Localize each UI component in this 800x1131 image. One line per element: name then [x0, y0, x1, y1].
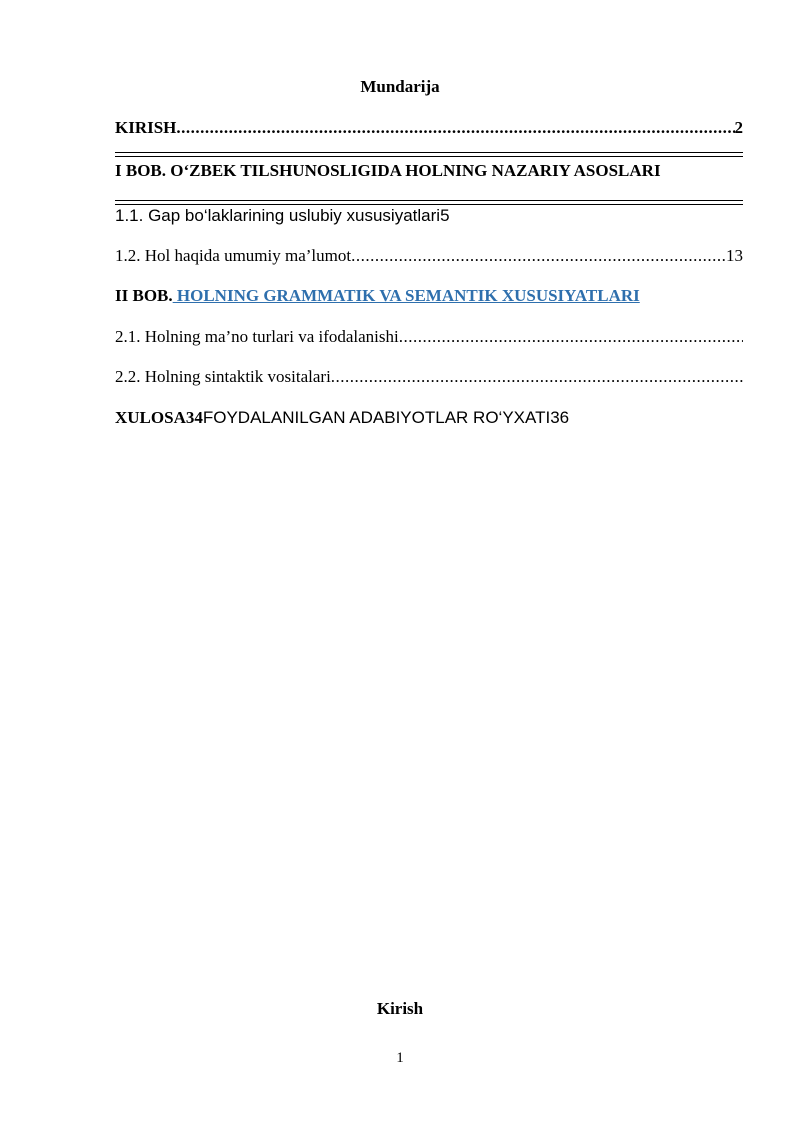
xulosa-label: XULOSA	[115, 408, 186, 427]
toc-entry-bob2[interactable]	[115, 285, 743, 307]
toc-entry-kirish[interactable]	[115, 117, 743, 139]
toc-entry-bob1[interactable]: I BOB. O‘ZBEK TILSHUNOSLIGIDA HOLNING NAZARIY ASOSLARI	[115, 161, 661, 180]
adabiyot-page: 36	[550, 408, 570, 427]
toc-entry-page: 2	[734, 118, 743, 137]
toc-entry-page: 5	[440, 206, 450, 225]
toc-entry-label: 1.2. Hol haqida umumiy ma’lumot	[115, 246, 352, 265]
toc-entry-label: KIRISH	[115, 118, 177, 137]
adabiyot-label: FOYDALANILGAN ADABIYOTLAR RO‘YXATI	[202, 408, 551, 427]
toc-entry-2-2[interactable]	[115, 366, 743, 388]
toc-entry-1-1[interactable]	[115, 205, 743, 227]
toc-entry-xulosa-adabiyot[interactable]	[115, 407, 743, 429]
toc-entry-label: 2.1. Holning ma’no turlari va ifodalanishi	[115, 327, 399, 346]
chapter-prefix: II BOB.	[115, 286, 173, 305]
toc-entry-2-1[interactable]	[115, 326, 743, 348]
toc-entry-page: 13	[726, 246, 743, 265]
toc-entry-label: 2.2. Holning sintaktik vositalari	[115, 367, 331, 386]
page-number: 1	[396, 1050, 404, 1066]
xulosa-page: 34	[185, 408, 203, 427]
dot-leader	[351, 245, 726, 267]
double-rule	[115, 152, 743, 157]
chapter-link[interactable]: HOLNING GRAMMATIK VA SEMANTIK XUSUSIYATLARI	[172, 286, 640, 305]
dot-leader	[176, 117, 734, 139]
toc-entry-1-2[interactable]	[115, 245, 743, 267]
toc-entry-label: 1.1. Gap bo‘laklarining uslubiy xususiyatlari	[115, 206, 441, 225]
dot-leader	[399, 326, 743, 348]
toc-heading: Mundarija	[360, 77, 440, 96]
dot-leader	[331, 366, 743, 388]
section-heading-kirish: Kirish	[376, 999, 424, 1018]
